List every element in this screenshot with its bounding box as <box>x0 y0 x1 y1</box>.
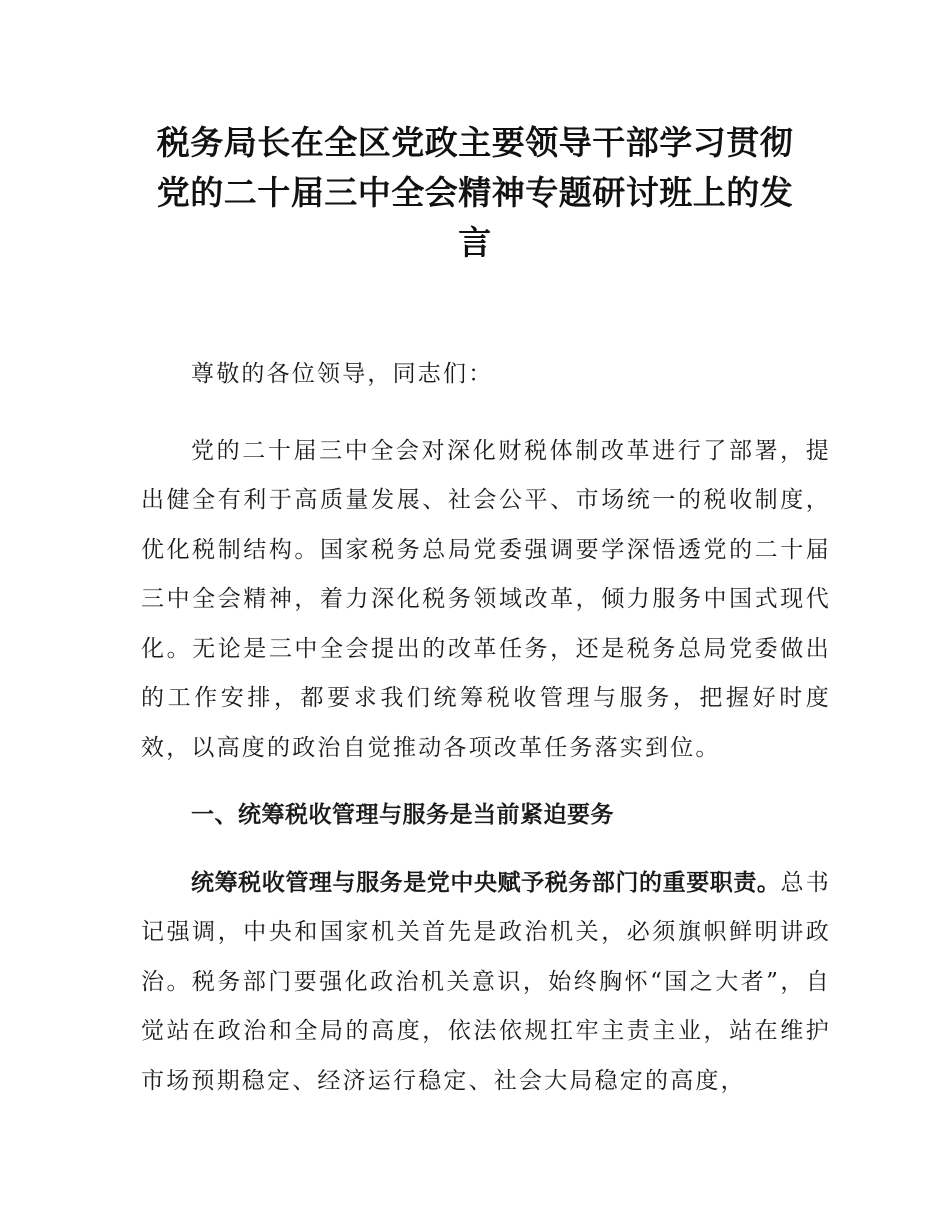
paragraph-section-1 <box>141 859 831 1107</box>
paragraph-lead-sentence: 统筹税收管理与服务是党中央赋予税务部门的重要职责。 <box>191 869 781 896</box>
paragraph-intro: 党的二十届三中全会对深化财税体制改革进行了部署，提出健全有利于高质量发展、社会公平、市场统一的税收制度，优化税制结构。国家税务总局党委强调要学深悟透党的二十届三中全会精神，着力深化税务领域改革，倾力服务中国式现代化。无论是三中全会提出的改革任务，还是税务总局党委做出的工作安排，都要求我们统筹税收管理与服务，把握好时度效，以高度的政治自觉推动各项改革任务落实到位。 <box>141 437 831 761</box>
document-body <box>141 350 831 1124</box>
section-heading-1: 一、统筹税收管理与服务是当前紧迫要务 <box>191 802 614 828</box>
salutation: 尊敬的各位领导，同志们： <box>191 361 494 387</box>
title-line-3: 言 <box>458 223 492 262</box>
title-line-2: 党的二十届三中全会精神专题研讨班上的发 <box>156 173 794 212</box>
title-line-1: 税务局长在全区党政主要领导干部学习贯彻 <box>156 123 794 162</box>
document-title <box>130 118 820 268</box>
paragraph-body-text: 总书记强调，中央和国家机关首先是政治机关，必须旗帜鲜明讲政治。税务部门要强化政治机关意识，始终胸怀“国之大者”，自觉站在政治和全局的高度，依法依规扛牢主责主业，站在维护市场预期稳定、经济运行稳定、社会大局稳定的高度， <box>141 869 831 1094</box>
